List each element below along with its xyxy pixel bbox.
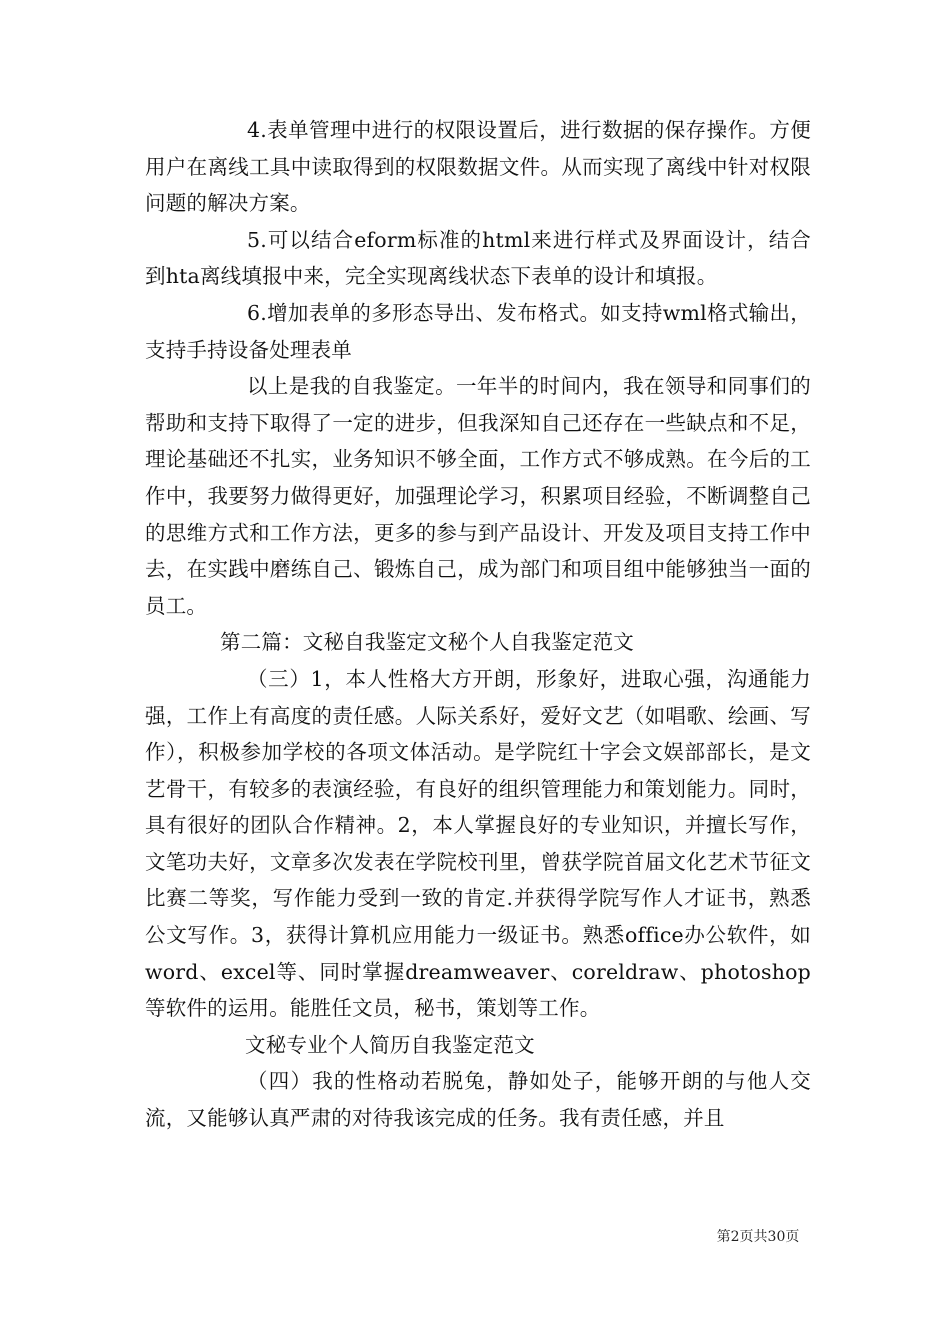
paragraph-three: （三）1，本人性格大方开朗，形象好，进取心强，沟通能力强，工作上有高度的责任感。人际关系好，爱好文艺（如唱歌、绘画、写作），积极参加学校的各项文体活动。是学院红十字会文娱部部长，是文艺骨干，有较多的表演经验，有良好的组织管理能力和策划能力。同时，具有很好的团队合作精神。2，本人掌握良好的专业知识，并擅长写作，文笔功夫好，文章多次发表在学院校刊里，曾获学院首届文化艺术节征文比赛二等奖，写作能力受到一致的肯定.并获得学院写作人才证书，熟悉公文写作。3，获得计算机应用能力一级证书。熟悉office办公软件，如word、excel等、同时掌握dreamweaver、coreldraw、photoshop等软件的运用。能胜任文员，秘书，策划等工作。: [145, 666, 811, 1021]
page-footer: [0, 1226, 950, 1246]
section-heading-resume: 文秘专业个人简历自我鉴定范文: [245, 1032, 535, 1057]
paragraph-four: （四）我的性格动若脱兔，静如处子，能够开朗的与他人交流，又能够认真严肃的对待我该完成的任务。我有责任感，并且: [145, 1069, 811, 1131]
paragraph-item-4: 4.表单管理中进行的权限设置后，进行数据的保存操作。方便用户在离线工具中读取得到的权限数据文件。从而实现了离线中针对权限问题的解决方案。: [145, 118, 811, 216]
paragraph-item-6: 6.增加表单的多形态导出、发布格式。如支持wml格式输出，支持手持设备处理表单: [145, 300, 811, 362]
section-heading-second: 第二篇：文秘自我鉴定文秘个人自我鉴定范文: [220, 630, 634, 655]
paragraph-item-5: 5.可以结合eform标准的html来进行样式及界面设计，结合到hta离线填报中来，完全实现离线状态下表单的设计和填报。: [145, 227, 811, 289]
document-body: [145, 112, 811, 1137]
page-number: 第2页共30页: [716, 1229, 800, 1245]
paragraph-summary: 以上是我的自我鉴定。一年半的时间内，我在领导和同事们的帮助和支持下取得了一定的进步，但我深知自己还存在一些缺点和不足，理论基础还不扎实，业务知识不够全面，工作方式不够成熟。在今后的工作中，我要努力做得更好，加强理论学习，积累项目经验，不断调整自己的思维方式和工作方法，更多的参与到产品设计、开发及项目支持工作中去，在实践中磨练自己、锻炼自己，成为部门和项目组中能够独当一面的员工。: [145, 374, 811, 618]
